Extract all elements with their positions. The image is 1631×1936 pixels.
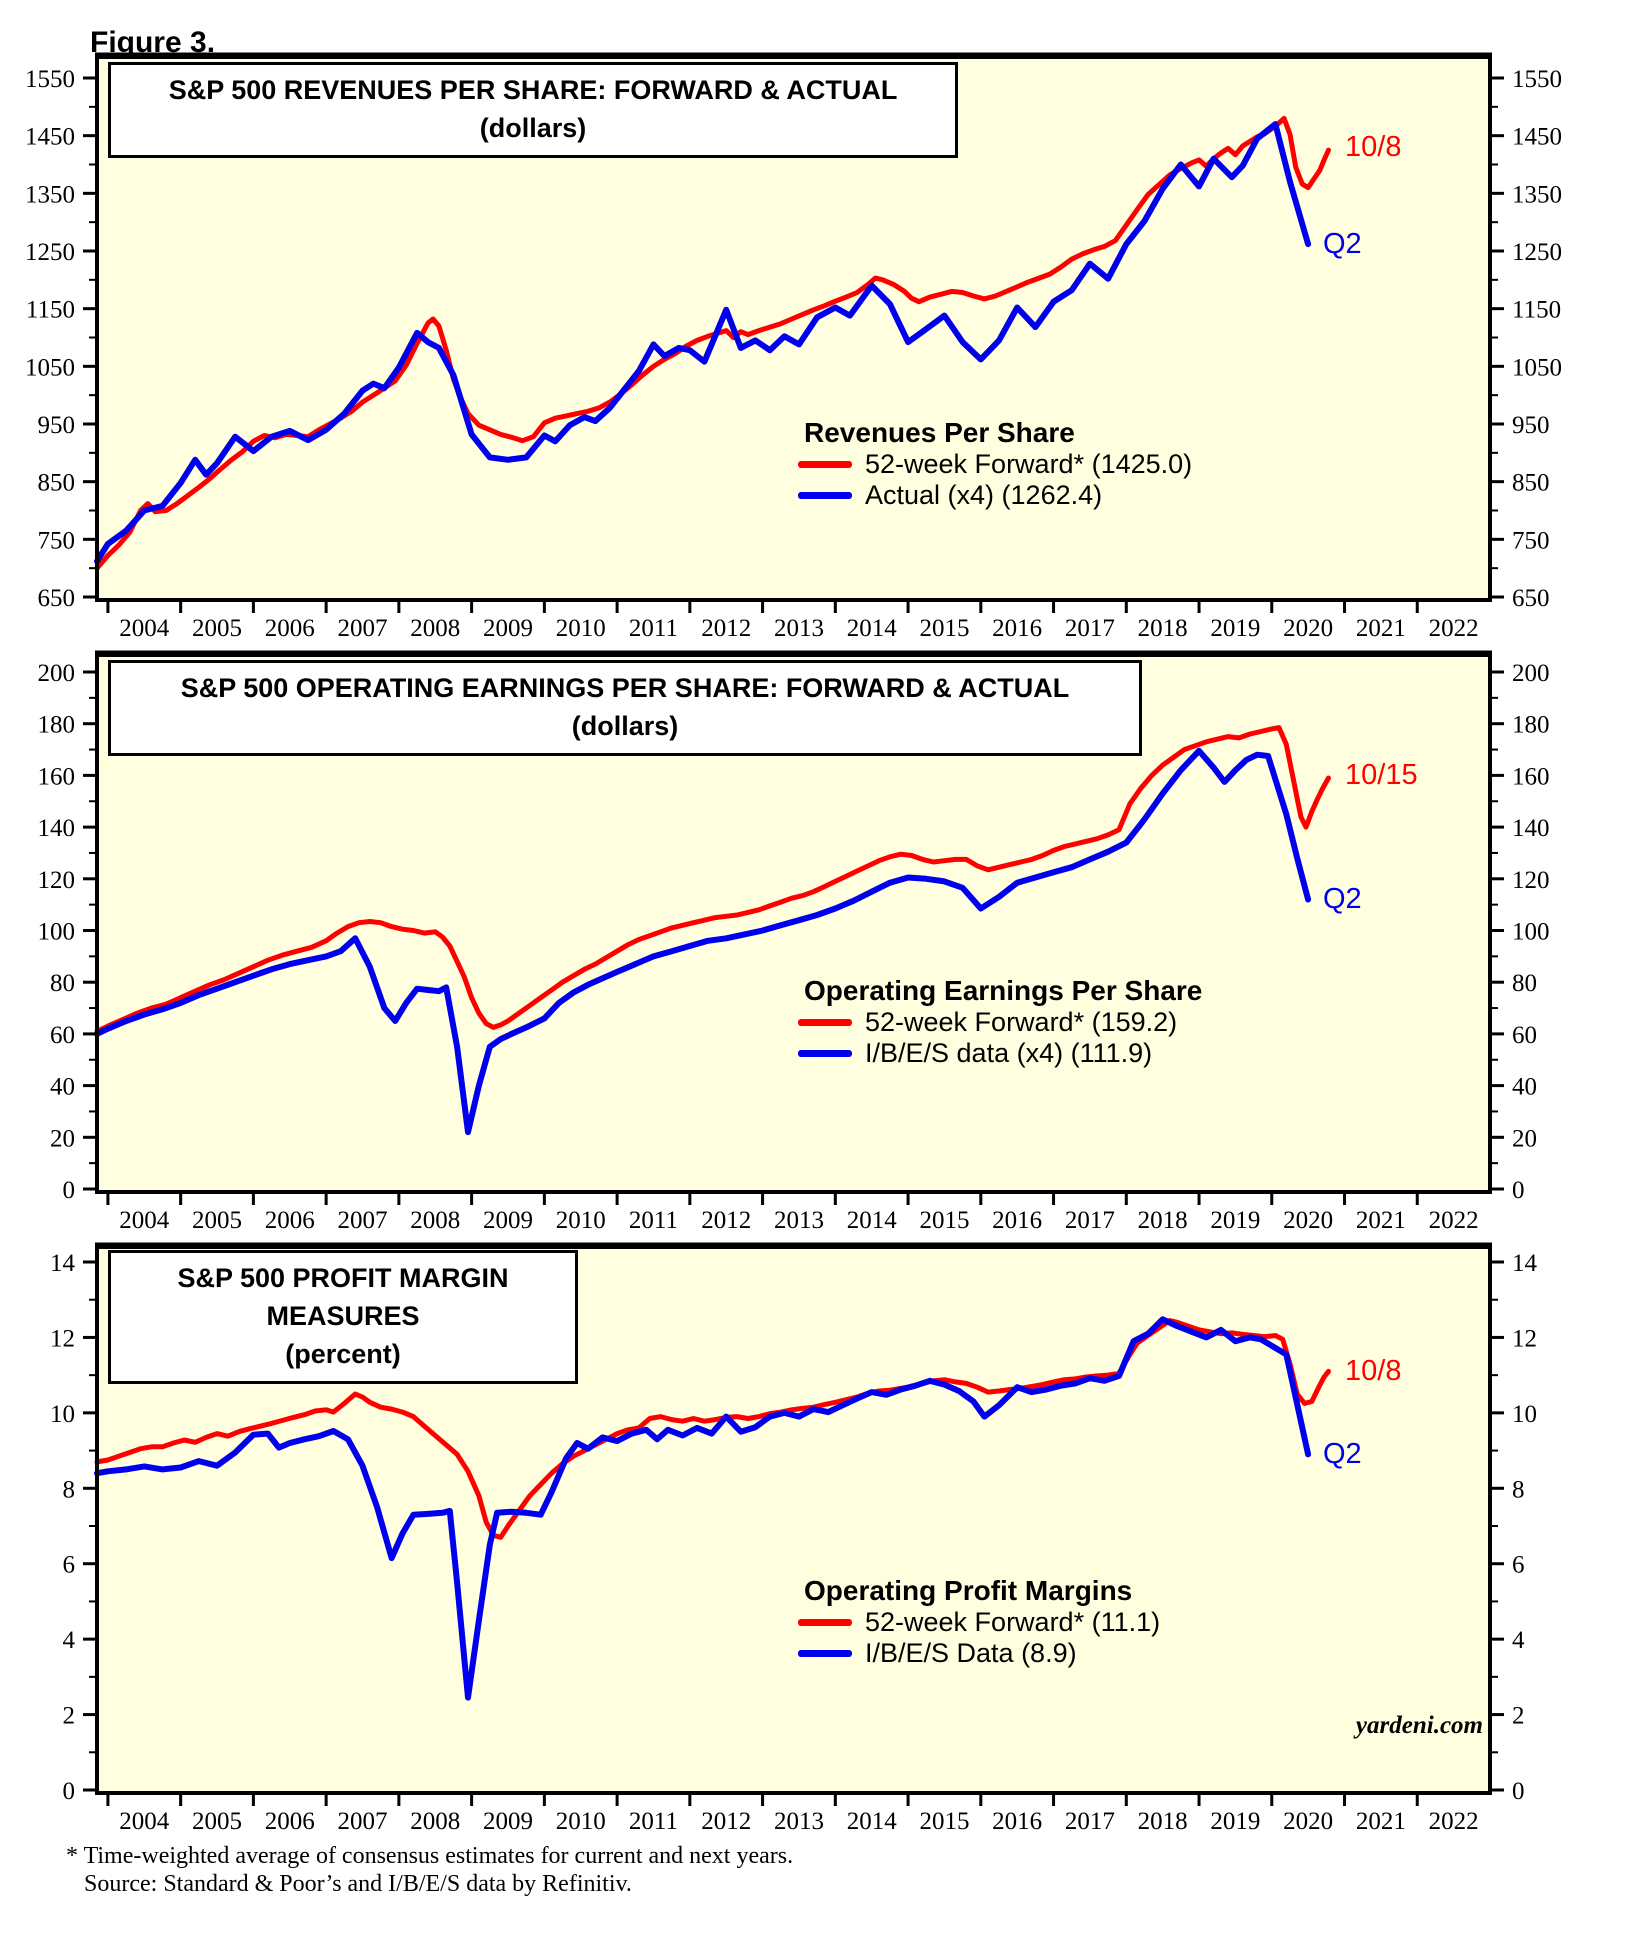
y-tick-label: 12	[1512, 1325, 1537, 1353]
x-tick-label: 2015	[919, 615, 970, 642]
annotation-latest-quarter: Q2	[1323, 883, 1362, 915]
figure-label: Figure 3.	[90, 26, 216, 59]
x-tick-label: 2011	[628, 1808, 679, 1835]
y-tick-label: 160	[1512, 763, 1550, 791]
panel1-legend-title: Revenues Per Share	[804, 417, 1075, 448]
panel3-title: S&P 500 PROFIT MARGIN MEASURES	[177, 1263, 509, 1331]
x-tick-label: 2011	[628, 615, 679, 642]
panel2-legend-title: Operating Earnings Per Share	[804, 975, 1203, 1006]
x-tick-label: 2007	[337, 615, 388, 642]
x-tick-label: 2005	[192, 1207, 243, 1234]
y-tick-label: 1150	[1512, 296, 1562, 324]
y-tick-label: 850	[1512, 469, 1550, 497]
footnote-line1: * Time-weighted average of consensus estimates for current and next years.	[66, 1843, 794, 1869]
x-tick-label: 2010	[555, 1808, 606, 1835]
legend-item-label: 52-week Forward* (1425.0)	[865, 449, 1193, 479]
y-tick-label: 180	[37, 711, 75, 739]
legend-item-label: Actual (x4) (1262.4)	[865, 480, 1103, 510]
panel1-title-box	[108, 62, 958, 158]
y-tick-label: 1050	[1512, 354, 1562, 382]
x-tick-label: 2014	[846, 1808, 897, 1835]
footnote-line2: Source: Standard & Poor’s and I/B/E/S data by Refinitiv.	[84, 1871, 632, 1897]
x-tick-label: 2012	[701, 1207, 752, 1234]
y-tick-label: 6	[62, 1551, 75, 1579]
y-tick-label: 1450	[25, 123, 75, 151]
y-tick-label: 200	[1512, 660, 1550, 687]
y-tick-label: 650	[37, 585, 75, 612]
x-tick-label: 2020	[1283, 1207, 1334, 1234]
x-tick-label: 2017	[1064, 1207, 1115, 1234]
x-tick-label: 2015	[919, 1207, 970, 1234]
x-tick-label: 2008	[410, 1808, 461, 1835]
y-tick-label: 80	[50, 970, 75, 998]
y-tick-label: 14	[50, 1250, 75, 1277]
x-tick-label: 2016	[992, 1207, 1043, 1234]
panel3-legend	[798, 1574, 1160, 1669]
x-tick-label: 2021	[1355, 615, 1406, 642]
y-tick-label: 10	[1512, 1400, 1537, 1428]
y-tick-label: 60	[1512, 1021, 1537, 1049]
legend-item-label: 52-week Forward* (159.2)	[865, 1007, 1178, 1037]
y-tick-label: 8	[1512, 1476, 1525, 1504]
x-tick-label: 2013	[773, 1207, 824, 1234]
y-tick-label: 2	[1512, 1702, 1525, 1730]
x-tick-label: 2004	[119, 1808, 170, 1835]
legend-item-forward	[798, 1007, 1202, 1038]
x-tick-label: 2017	[1064, 615, 1115, 642]
panel2-legend	[798, 974, 1202, 1069]
y-tick-label: 20	[1512, 1125, 1537, 1153]
y-tick-label: 60	[50, 1021, 75, 1049]
y-tick-label: 200	[37, 660, 75, 687]
panel1-title: S&P 500 REVENUES PER SHARE: FORWARD & ACTUAL	[168, 75, 898, 105]
y-tick-label: 950	[37, 412, 75, 439]
y-tick-label: 850	[37, 469, 75, 497]
legend-item-actual	[798, 480, 1192, 511]
x-tick-label: 2010	[555, 615, 606, 642]
x-tick-label: 2021	[1355, 1808, 1406, 1835]
x-tick-label: 2007	[337, 1207, 388, 1234]
x-tick-label: 2014	[846, 1207, 897, 1234]
annotation-latest-forward-date: 10/8	[1345, 1355, 1402, 1387]
y-tick-label: 180	[1512, 711, 1550, 739]
panel1-subtitle: (dollars)	[479, 113, 587, 143]
x-tick-label: 2018	[1137, 615, 1188, 642]
y-tick-label: 1550	[25, 66, 75, 93]
x-tick-label: 2005	[192, 615, 243, 642]
y-tick-label: 80	[1512, 970, 1537, 998]
forward-line-swatch	[798, 1619, 852, 1626]
y-tick-label: 120	[37, 866, 75, 894]
x-tick-label: 2006	[264, 1808, 315, 1835]
x-tick-label: 2020	[1283, 615, 1334, 642]
annotation-latest-forward-date: 10/15	[1345, 759, 1418, 791]
x-tick-label: 2013	[773, 1808, 824, 1835]
x-tick-label: 2004	[119, 615, 170, 642]
y-tick-label: 10	[50, 1400, 75, 1428]
x-tick-label: 2009	[482, 1808, 533, 1835]
y-tick-label: 4	[62, 1627, 75, 1655]
x-tick-label: 2022	[1428, 1808, 1479, 1835]
x-tick-label: 2005	[192, 1808, 243, 1835]
y-tick-label: 1550	[1512, 66, 1562, 93]
x-tick-label: 2019	[1210, 1808, 1261, 1835]
y-tick-label: 1350	[25, 181, 75, 209]
x-tick-label: 2012	[701, 1808, 752, 1835]
y-tick-label: 0	[62, 1177, 75, 1204]
y-tick-label: 4	[1512, 1627, 1525, 1655]
x-tick-label: 2012	[701, 615, 752, 642]
y-tick-label: 0	[1512, 1778, 1525, 1805]
y-tick-label: 140	[37, 815, 75, 843]
x-tick-label: 2021	[1355, 1207, 1406, 1234]
y-tick-label: 14	[1512, 1250, 1537, 1277]
x-tick-label: 2007	[337, 1808, 388, 1835]
x-tick-label: 2009	[482, 615, 533, 642]
forward-line-swatch	[798, 1019, 852, 1026]
y-tick-label: 40	[1512, 1073, 1537, 1101]
y-tick-label: 12	[50, 1325, 75, 1353]
y-tick-label: 120	[1512, 866, 1550, 894]
legend-item-label: I/B/E/S Data (8.9)	[865, 1638, 1077, 1668]
x-tick-label: 2006	[264, 615, 315, 642]
x-tick-label: 2020	[1283, 1808, 1334, 1835]
actual-line-swatch	[798, 1050, 852, 1057]
y-tick-label: 100	[37, 918, 75, 946]
y-tick-label: 1250	[1512, 239, 1562, 266]
y-tick-label: 0	[62, 1778, 75, 1805]
y-tick-label: 160	[37, 763, 75, 791]
actual-line-swatch	[798, 1650, 852, 1657]
x-tick-label: 2013	[773, 615, 824, 642]
y-tick-label: 1450	[1512, 123, 1562, 151]
legend-item-actual	[798, 1638, 1160, 1669]
x-tick-label: 2014	[846, 615, 897, 642]
panel3-legend-title: Operating Profit Margins	[804, 1575, 1133, 1606]
x-tick-label: 2019	[1210, 615, 1261, 642]
x-tick-label: 2022	[1428, 1207, 1479, 1234]
x-tick-label: 2018	[1137, 1808, 1188, 1835]
y-tick-label: 6	[1512, 1551, 1525, 1579]
legend-item-actual	[798, 1038, 1202, 1069]
y-tick-label: 750	[37, 527, 75, 555]
x-tick-label: 2008	[410, 1207, 461, 1234]
x-tick-label: 2010	[555, 1207, 606, 1234]
x-tick-label: 2016	[992, 1808, 1043, 1835]
yardeni-credit: yardeni.com	[1355, 1712, 1483, 1739]
annotation-latest-quarter: Q2	[1323, 228, 1362, 260]
y-tick-label: 650	[1512, 585, 1550, 612]
panel3-subtitle: (percent)	[285, 1339, 401, 1369]
x-tick-label: 2011	[628, 1207, 679, 1234]
y-tick-label: 100	[1512, 918, 1550, 946]
x-tick-label: 2018	[1137, 1207, 1188, 1234]
x-tick-label: 2017	[1064, 1808, 1115, 1835]
legend-item-forward	[798, 1607, 1160, 1638]
panel3-title-box	[108, 1250, 578, 1384]
forward-line-swatch	[798, 461, 852, 468]
x-tick-label: 2009	[482, 1207, 533, 1234]
panel2-title-box	[108, 660, 1142, 756]
y-tick-label: 1350	[1512, 181, 1562, 209]
y-tick-label: 750	[1512, 527, 1550, 555]
x-tick-label: 2019	[1210, 1207, 1261, 1234]
y-tick-label: 1050	[25, 354, 75, 382]
x-tick-label: 2022	[1428, 615, 1479, 642]
y-tick-label: 2	[62, 1702, 75, 1730]
y-tick-label: 140	[1512, 815, 1550, 843]
y-tick-label: 20	[50, 1125, 75, 1153]
y-tick-label: 40	[50, 1073, 75, 1101]
y-tick-label: 950	[1512, 412, 1550, 439]
x-tick-label: 2006	[264, 1207, 315, 1234]
y-tick-label: 1150	[25, 296, 75, 324]
y-tick-label: 1250	[25, 239, 75, 266]
legend-item-label: I/B/E/S data (x4) (111.9)	[865, 1038, 1153, 1068]
panel2-subtitle: (dollars)	[571, 711, 679, 741]
annotation-latest-quarter: Q2	[1323, 1438, 1362, 1470]
y-tick-label: 8	[62, 1476, 75, 1504]
annotation-latest-forward-date: 10/8	[1345, 131, 1402, 163]
panel1-legend	[798, 416, 1192, 511]
actual-line-swatch	[798, 492, 852, 499]
legend-item-label: 52-week Forward* (11.1)	[865, 1607, 1161, 1637]
panel2-title: S&P 500 OPERATING EARNINGS PER SHARE: FORWARD & ACTUAL	[180, 673, 1070, 703]
x-tick-label: 2004	[119, 1207, 170, 1234]
x-tick-label: 2008	[410, 615, 461, 642]
legend-item-forward	[798, 449, 1192, 480]
y-tick-label: 0	[1512, 1177, 1525, 1204]
x-tick-label: 2015	[919, 1808, 970, 1835]
x-tick-label: 2016	[992, 615, 1043, 642]
